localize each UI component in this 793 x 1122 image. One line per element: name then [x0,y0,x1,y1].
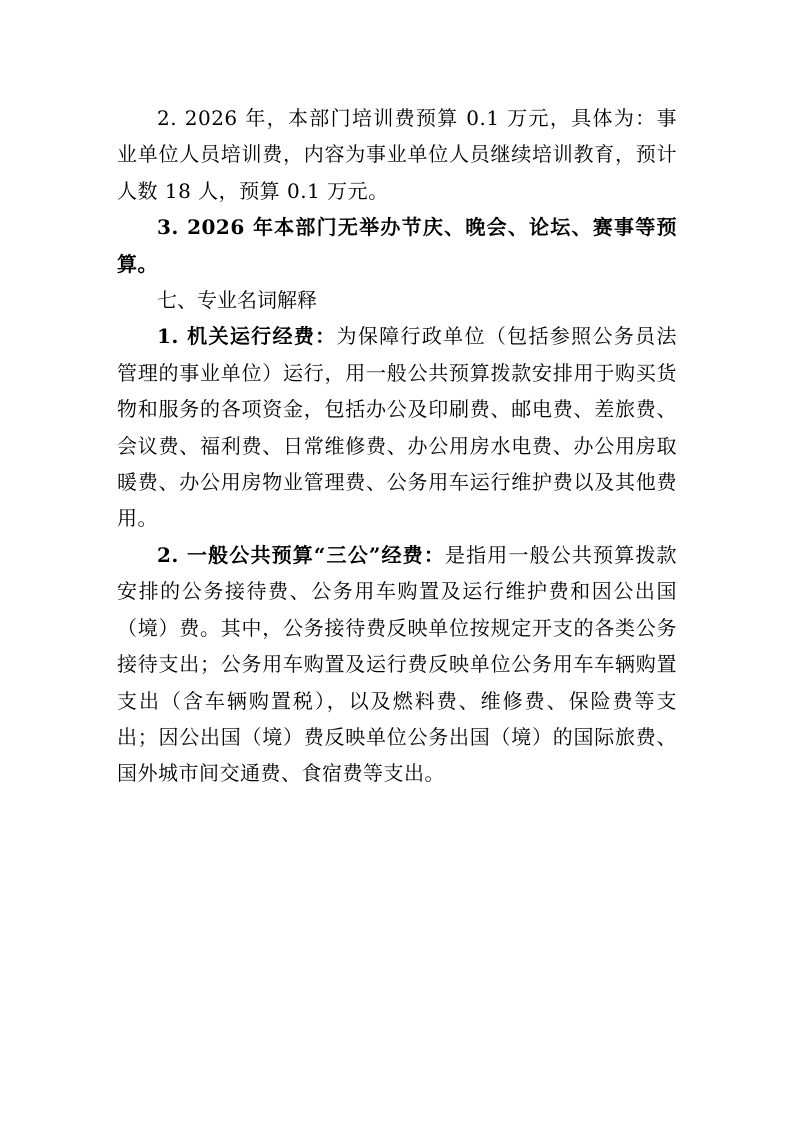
term-title-2: 2. 一般公共预算“三公”经费： [157,542,445,567]
term-title-1: 1. 机关运行经费： [157,324,337,349]
term-body-1: 为保障行政单位（包括参照公务员法管理的事业单位）运行，用一般公共预算拨款安排用于购买货物和服务的各项资金，包括办公及印刷费、邮电费、差旅费、会议费、福利费、日常维修费、办公用房水电费、办公用房取暖费、办公用房物业管理费、公务用车运行维护费以及其他费用。 [117,324,678,531]
term-definition-2 [117,537,677,792]
section-heading: 七、专业名词解释 [157,288,317,313]
training-budget-paragraph: 2. 2026 年，本部门培训费预算 0.1 万元，具体为：事业单位人员培训费，内容为事业单位人员继续培训教育，预计人数 18 人，预算 0.1 万元。 [117,106,677,203]
events-budget-paragraph: 3. 2026 年本部门无举办节庆、晚会、论坛、赛事等预算。 [117,215,677,276]
term-body-2: 是指用一般公共预算拨款安排的公务接待费、公务用车购置及运行维护费和因公出国（境）费。其中，公务接待费反映单位按规定开支的各类公务接待支出；公务用车购置及运行费反映单位公务用车车辆购置支出（含车辆购置税），以及燃料费、维修费、保险费等支出；因公出国（境）费反映单位公务出国（境）的国际旅费、国外城市间交通费、食宿费等支出。 [117,542,678,786]
term-definition-1 [117,318,677,536]
document-body [117,100,677,792]
